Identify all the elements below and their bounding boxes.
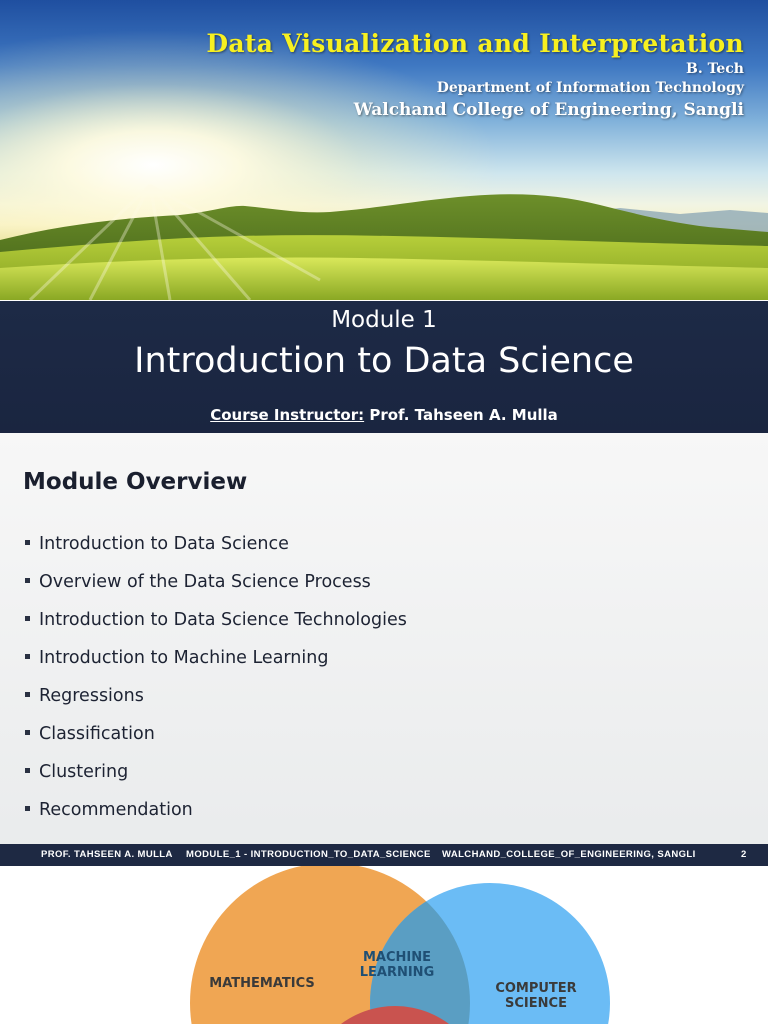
bullet-icon xyxy=(25,578,30,583)
footer-author: PROF. TAHSEEN A. MULLA xyxy=(41,849,173,860)
module-number: Module 1 xyxy=(331,307,437,333)
footer-module: MODULE_1 - INTRODUCTION_TO_DATA_SCIENCE xyxy=(186,849,431,860)
list-item: Overview of the Data Science Process xyxy=(25,572,407,610)
computer-science-label: COMPUTER SCIENCE xyxy=(495,981,577,1011)
department-name: Department of Information Technology xyxy=(436,80,744,96)
module-title: Introduction to Data Science xyxy=(134,341,634,381)
overview-slide xyxy=(0,433,768,866)
overview-heading: Module Overview xyxy=(23,469,248,495)
bullet-icon xyxy=(25,616,30,621)
venn-diagram xyxy=(0,866,768,1024)
venn-slide xyxy=(0,866,768,1024)
program-name: B. Tech xyxy=(685,61,744,77)
list-item: Recommendation xyxy=(25,800,407,838)
bullet-icon xyxy=(25,806,30,811)
bullet-icon xyxy=(25,768,30,773)
title-slide-hero xyxy=(0,0,768,300)
bullet-icon xyxy=(25,692,30,697)
list-item: Regressions xyxy=(25,686,407,724)
instructor-name: Prof. Tahseen A. Mulla xyxy=(369,406,558,424)
college-name: Walchand College of Engineering, Sangli xyxy=(353,100,744,120)
course-title: Data Visualization and Interpretation xyxy=(206,29,744,58)
list-item: Introduction to Data Science xyxy=(25,534,407,572)
list-item: Introduction to Machine Learning xyxy=(25,648,407,686)
module-title-band xyxy=(0,301,768,433)
instructor-label: Course Instructor: xyxy=(210,406,365,424)
course-instructor xyxy=(0,406,768,424)
mathematics-label: MATHEMATICS xyxy=(209,976,315,991)
bullet-icon xyxy=(25,730,30,735)
hero-text-block xyxy=(206,28,744,122)
slide-footer xyxy=(0,844,768,866)
footer-college: WALCHAND_COLLEGE_OF_ENGINEERING, SANGLI xyxy=(442,849,696,860)
page-number: 2 xyxy=(741,849,747,860)
bullet-icon xyxy=(25,540,30,545)
list-item: Clustering xyxy=(25,762,407,800)
overview-list xyxy=(25,534,407,838)
list-item: Classification xyxy=(25,724,407,762)
machine-learning-label: MACHINE LEARNING xyxy=(359,950,435,980)
list-item: Introduction to Data Science Technologies xyxy=(25,610,407,648)
bullet-icon xyxy=(25,654,30,659)
